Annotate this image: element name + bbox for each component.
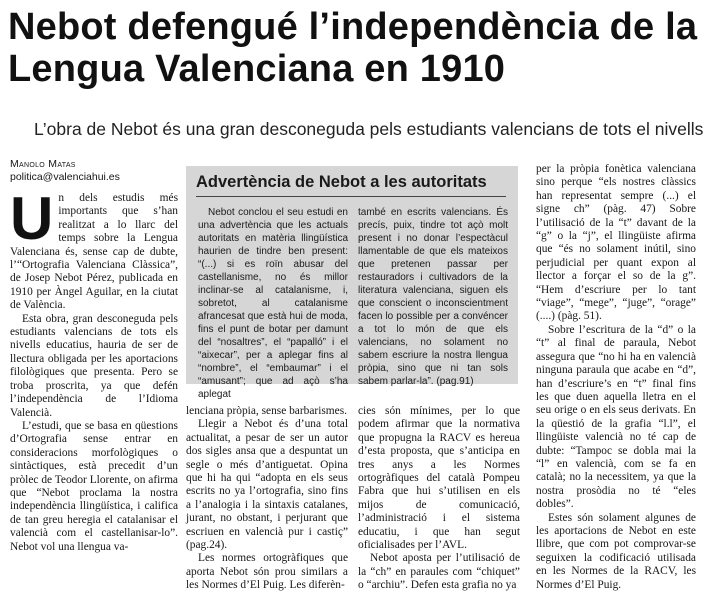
- body-paragraph: L’estudi, que se basa en qüestions d’Ortografia sense entrar en consideracions morfològiques o sintàctiques, està precedit d’un pròlec de Teodor Llorente, on afirma que “Nebot proclama la nostra independència llingüística, i califica de tan greu heregia el catalanisar el valencià com el castellanisar-lo”. Nebot vol una llengua va-: [10, 419, 178, 553]
- subtitle: L’obra de Nebot és una gran desconeguda pels estudiants valencians de tots el nivells: [34, 119, 704, 139]
- body-paragraph: Esta obra, gran desconeguda pels estudiants valencians de tots els nivells educatius, hauria de ser de llectura obligada per les aportacions filològiques que presenta. Pero se troba proscrita, ya que defén l’independència de l’Idioma Valencià.: [10, 312, 178, 419]
- body-paragraph: Nebot aposta per l’utilisació de la “ch” en paraules com “chiquet” o “archiu”. Defen esta grafia no ya: [358, 552, 520, 592]
- byline: [10, 158, 195, 184]
- drop-cap: U: [10, 185, 54, 252]
- body-paragraph: Llegir a Nebot és d’una total actualitat, a pesar de ser un autor dos sigles ansa que a despuntat un segle o més d’antiguetat. Opina que hi ha qui “adopta en els seus escrits no ya l’ortografia, sino fins a l’analogia i la sintaxis catalanes, jurant, no obstant, i perjurant que escriuen en valencià pur i castiç” (pag.24).: [186, 418, 348, 552]
- body-paragraph: lenciana pròpia, sense barbarismes.: [186, 405, 347, 417]
- body-paragraph: Estes són solament algunes de les aportacions de Nebot en este llibre, que com pot comprovar-se seguixen la codificació utilisada en les Normes de la RACV, les Normes d’El Puig.: [536, 511, 696, 591]
- body-column-2: [186, 405, 348, 593]
- body-column-1: [10, 185, 178, 554]
- sidebar-column-1: [198, 206, 348, 401]
- body-paragraph: Un dels estudis més importants que s’han realitzat a lo llarc del temps sobre la Lengua Valenciana és, sense cap de dubte, l’“Ortografia Valenciana Clàssica”, de Josep Nebot Pérez, publicada en 1910 per Àngel Aguilar, en la ciutat de València.: [10, 185, 178, 312]
- sidebar-title: Advertència de Nebot a les autoritats: [196, 173, 487, 191]
- body-column-4: [536, 163, 696, 592]
- body-column-3: [358, 405, 520, 593]
- body-paragraph: Les normes ortogràfiques que aporta Nebot són prou similars a les Normes d’El Puig. Les diferèn-: [186, 552, 348, 592]
- body-paragraph: cies són mínimes, per lo que podem afirmar que la normativa que propugna la RACV es hereua d’esta proposta, que s’anticipa en tres anys a les Normes ortogràfiques del català Pompeu Fabra que hui s’utilisen en els mijos de comunicació, l’administració i el sistema educatiu, i que han segut oficialisades per l’AVL.: [358, 405, 520, 552]
- author-email: politica@valenciahui.es: [10, 171, 120, 183]
- body-paragraph: per la pròpia fonètica valenciana sino perque “els nostres clàssics han representat sempre (...) el signe ch” (pàg. 47) Sobre l’utilisació de la “t” davant de la “g” o la “j”, el llingüiste afirma que “és no solament inútil, sino perjudicial per quant expon al llector a forçar el so de la g”. “Hem d’escriure per lo tant “viage”, “mege”, “juge”, “orage” (....) (pàg. 51).: [536, 163, 696, 323]
- sidebar-column-2: [358, 206, 508, 388]
- sidebar-box: [186, 166, 518, 400]
- author-name: Manolo Matas: [10, 158, 76, 170]
- sidebar-paragraph: Nebot conclou el seu estudi en una advertència que les actuals autoritats en matèria llingüística haurien de tindre ben present: “(...) si es roïn abusar del castellanisme, no és millor inclinar-se al catalanisme, i, sobretot, al catalanisme afrancesat que està hui de moda, fins el punt de botar per damunt del “nosaltres”, el “papalló” i el “aixecar”, per a aplegar fins al “nombre”, el “embaumar” i el “amusant”; que ad açò s’ha aplegat: [198, 207, 348, 400]
- body-paragraph: Sobre l’escritura de la “d” o la “t” al final de paraula, Nebot assegura que “no hi ha en valencià ninguna paraula que acabe en “d”, han d’escriure’s en “t” final fins les que duen aquella lletra en el seu orige o en els seus derivats. En la qüestió de la grafia “l.l”, el llingüiste valencià no té cap de dubte: “Tampoc se dobla mai la “l” en valencià, com se fa en català; no la necessitem, ya que la nostra prosòdia no té “eles dobles”.: [536, 323, 696, 511]
- sidebar-divider: [196, 196, 506, 197]
- sidebar-paragraph: també en escrits valencians. És precís, puix, tindre tot açò molt present i no donar l’espectàcul llamentable de que els mateixos que pretenen passar per restauradors i cultivadors de la literatura valenciana, siguen els que conscient o inconscientment facen lo possible per a convéncer a tot lo món de que els valencians, no solament no sabem escriure la nostra llengua pròpia, sino que ni tan sols sabem parlar-la”. (pag.91): [358, 207, 508, 387]
- headline: Nebot defengué l’independència de la Lengua Valenciana en 1910: [8, 6, 698, 90]
